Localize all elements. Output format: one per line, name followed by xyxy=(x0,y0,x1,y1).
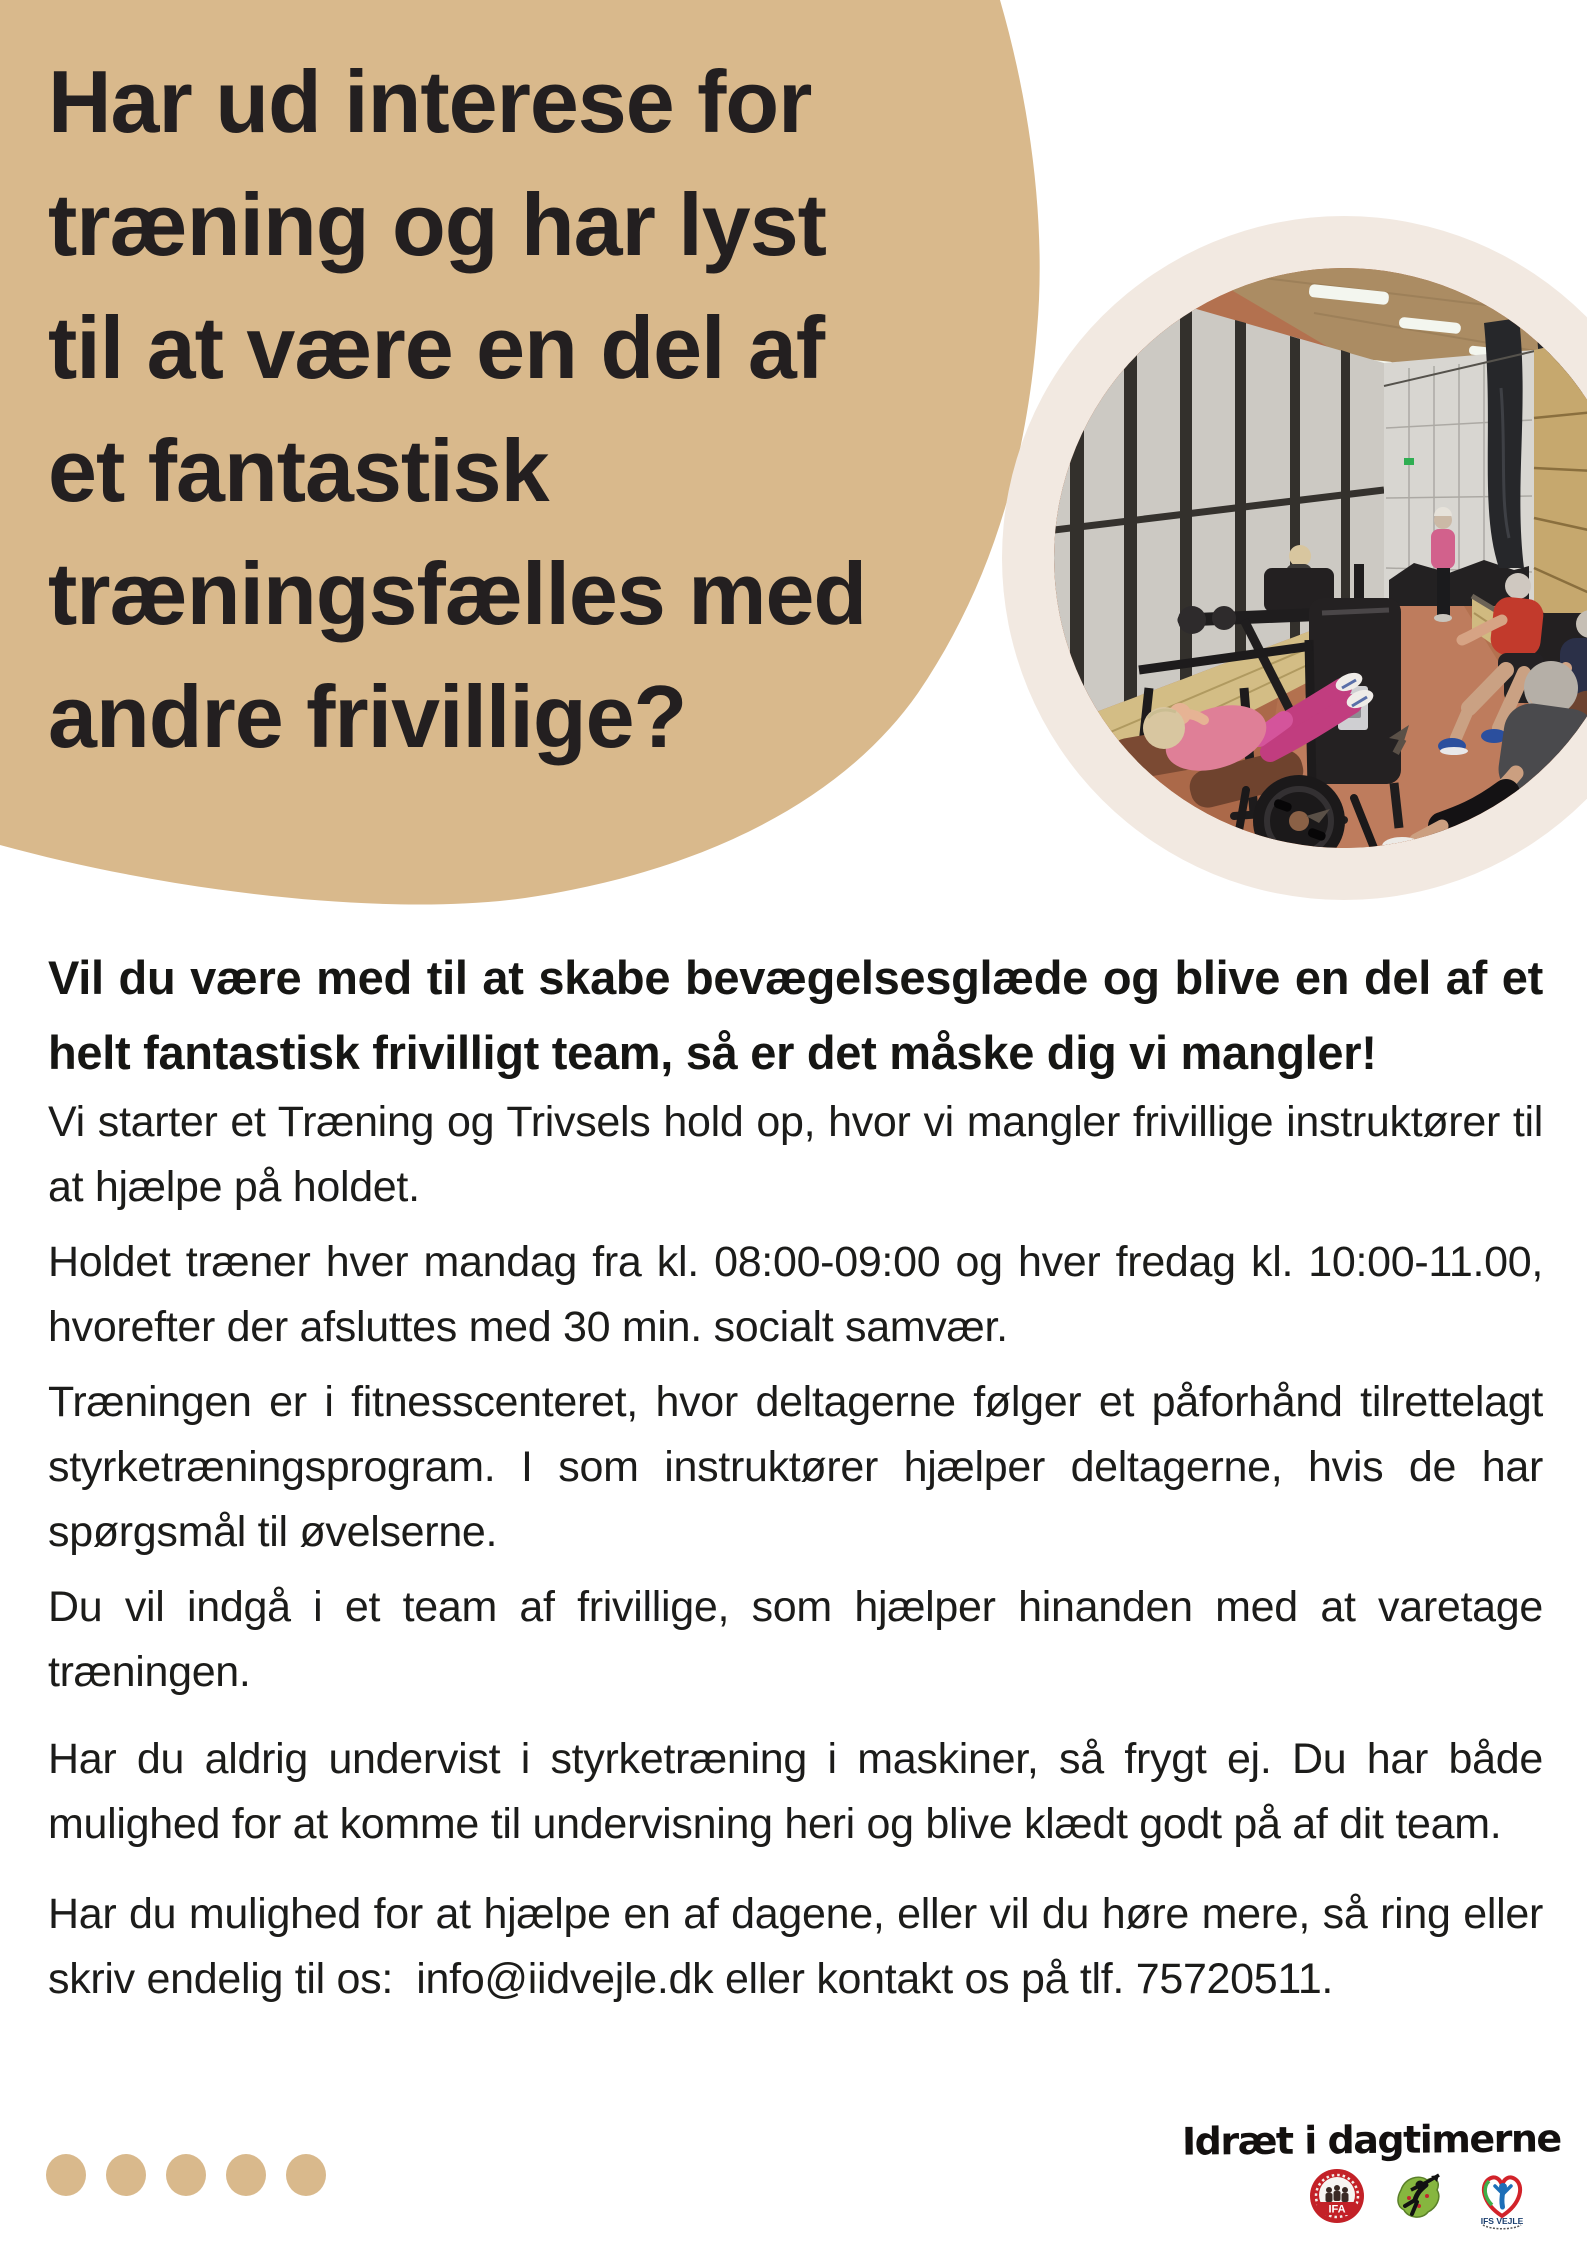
dot xyxy=(46,2154,86,2196)
body-copy xyxy=(48,940,1543,2022)
body-paragraph: Har du aldrig undervist i styrketræning i maskiner, så frygt ej. Du har både mulighed for at komme til undervisning heri og blive klædt godt på af dit team. xyxy=(48,1735,1543,1848)
region-map-logo xyxy=(1393,2168,1445,2224)
ifs-vejle-logo xyxy=(1473,2168,1531,2230)
body-paragraph: Du vil indgå i et team af frivillige, som hjælper hinanden med at varetage træningen. xyxy=(48,1583,1543,1696)
body-paragraph: Vi starter et Træning og Trivsels hold op, hvor vi mangler frivillige instruktører til at hjælpe på holdet. xyxy=(48,1098,1543,1211)
brand-block xyxy=(1182,2118,1561,2230)
dot xyxy=(286,2154,326,2196)
body-paragraph: Træningen er i fitnesscenteret, hvor deltagerne følger et påforhånd tilrettelagt styrketræningsprogram. I som instruktører hjælper deltagerne, hvis de har spørgsmål til øvelserne. xyxy=(48,1378,1543,1556)
gym-photo xyxy=(1054,268,1587,848)
contact-paragraph: Har du mulighed for at hjælpe en af dagene, eller vil du høre mere, så ring eller skriv endelig til os: info@iidvejle.dk eller kontakt os på tlf. 75720511. xyxy=(48,1890,1543,2003)
dot xyxy=(166,2154,206,2196)
dot xyxy=(226,2154,266,2196)
headline-line: træning og har lyst xyxy=(48,175,826,274)
intro-paragraph: Vil du være med til at skabe bevægelsesglæde og blive en del af et helt fantastisk frivilligt team, så er det måske dig vi mangler! xyxy=(48,951,1543,1079)
logo-row xyxy=(1182,2168,1561,2230)
body-paragraph: Holdet træner hver mandag fra kl. 08:00-09:00 og hver fredag kl. 10:00-11.00, hvorefter der afsluttes med 30 min. socialt samvær. xyxy=(48,1238,1543,1351)
ifs-logo-label: IFS VEJLE xyxy=(1480,2216,1524,2226)
headline-line: træningsfælles med xyxy=(48,544,867,643)
ifa-logo-label: IFA xyxy=(1328,2203,1346,2216)
headline-line: Har ud interese for xyxy=(48,52,812,151)
gym-photo-illustration xyxy=(1054,268,1587,848)
headline-line: andre frivillige? xyxy=(48,667,687,766)
headline xyxy=(48,40,1048,778)
ifa-logo xyxy=(1309,2168,1365,2224)
dots-decoration xyxy=(46,2154,326,2196)
headline-line: et fantastisk xyxy=(48,421,549,520)
brand-title: Idræt i dagtimerne xyxy=(1182,2116,1562,2164)
dot xyxy=(106,2154,146,2196)
headline-line: til at være en del af xyxy=(48,298,825,397)
